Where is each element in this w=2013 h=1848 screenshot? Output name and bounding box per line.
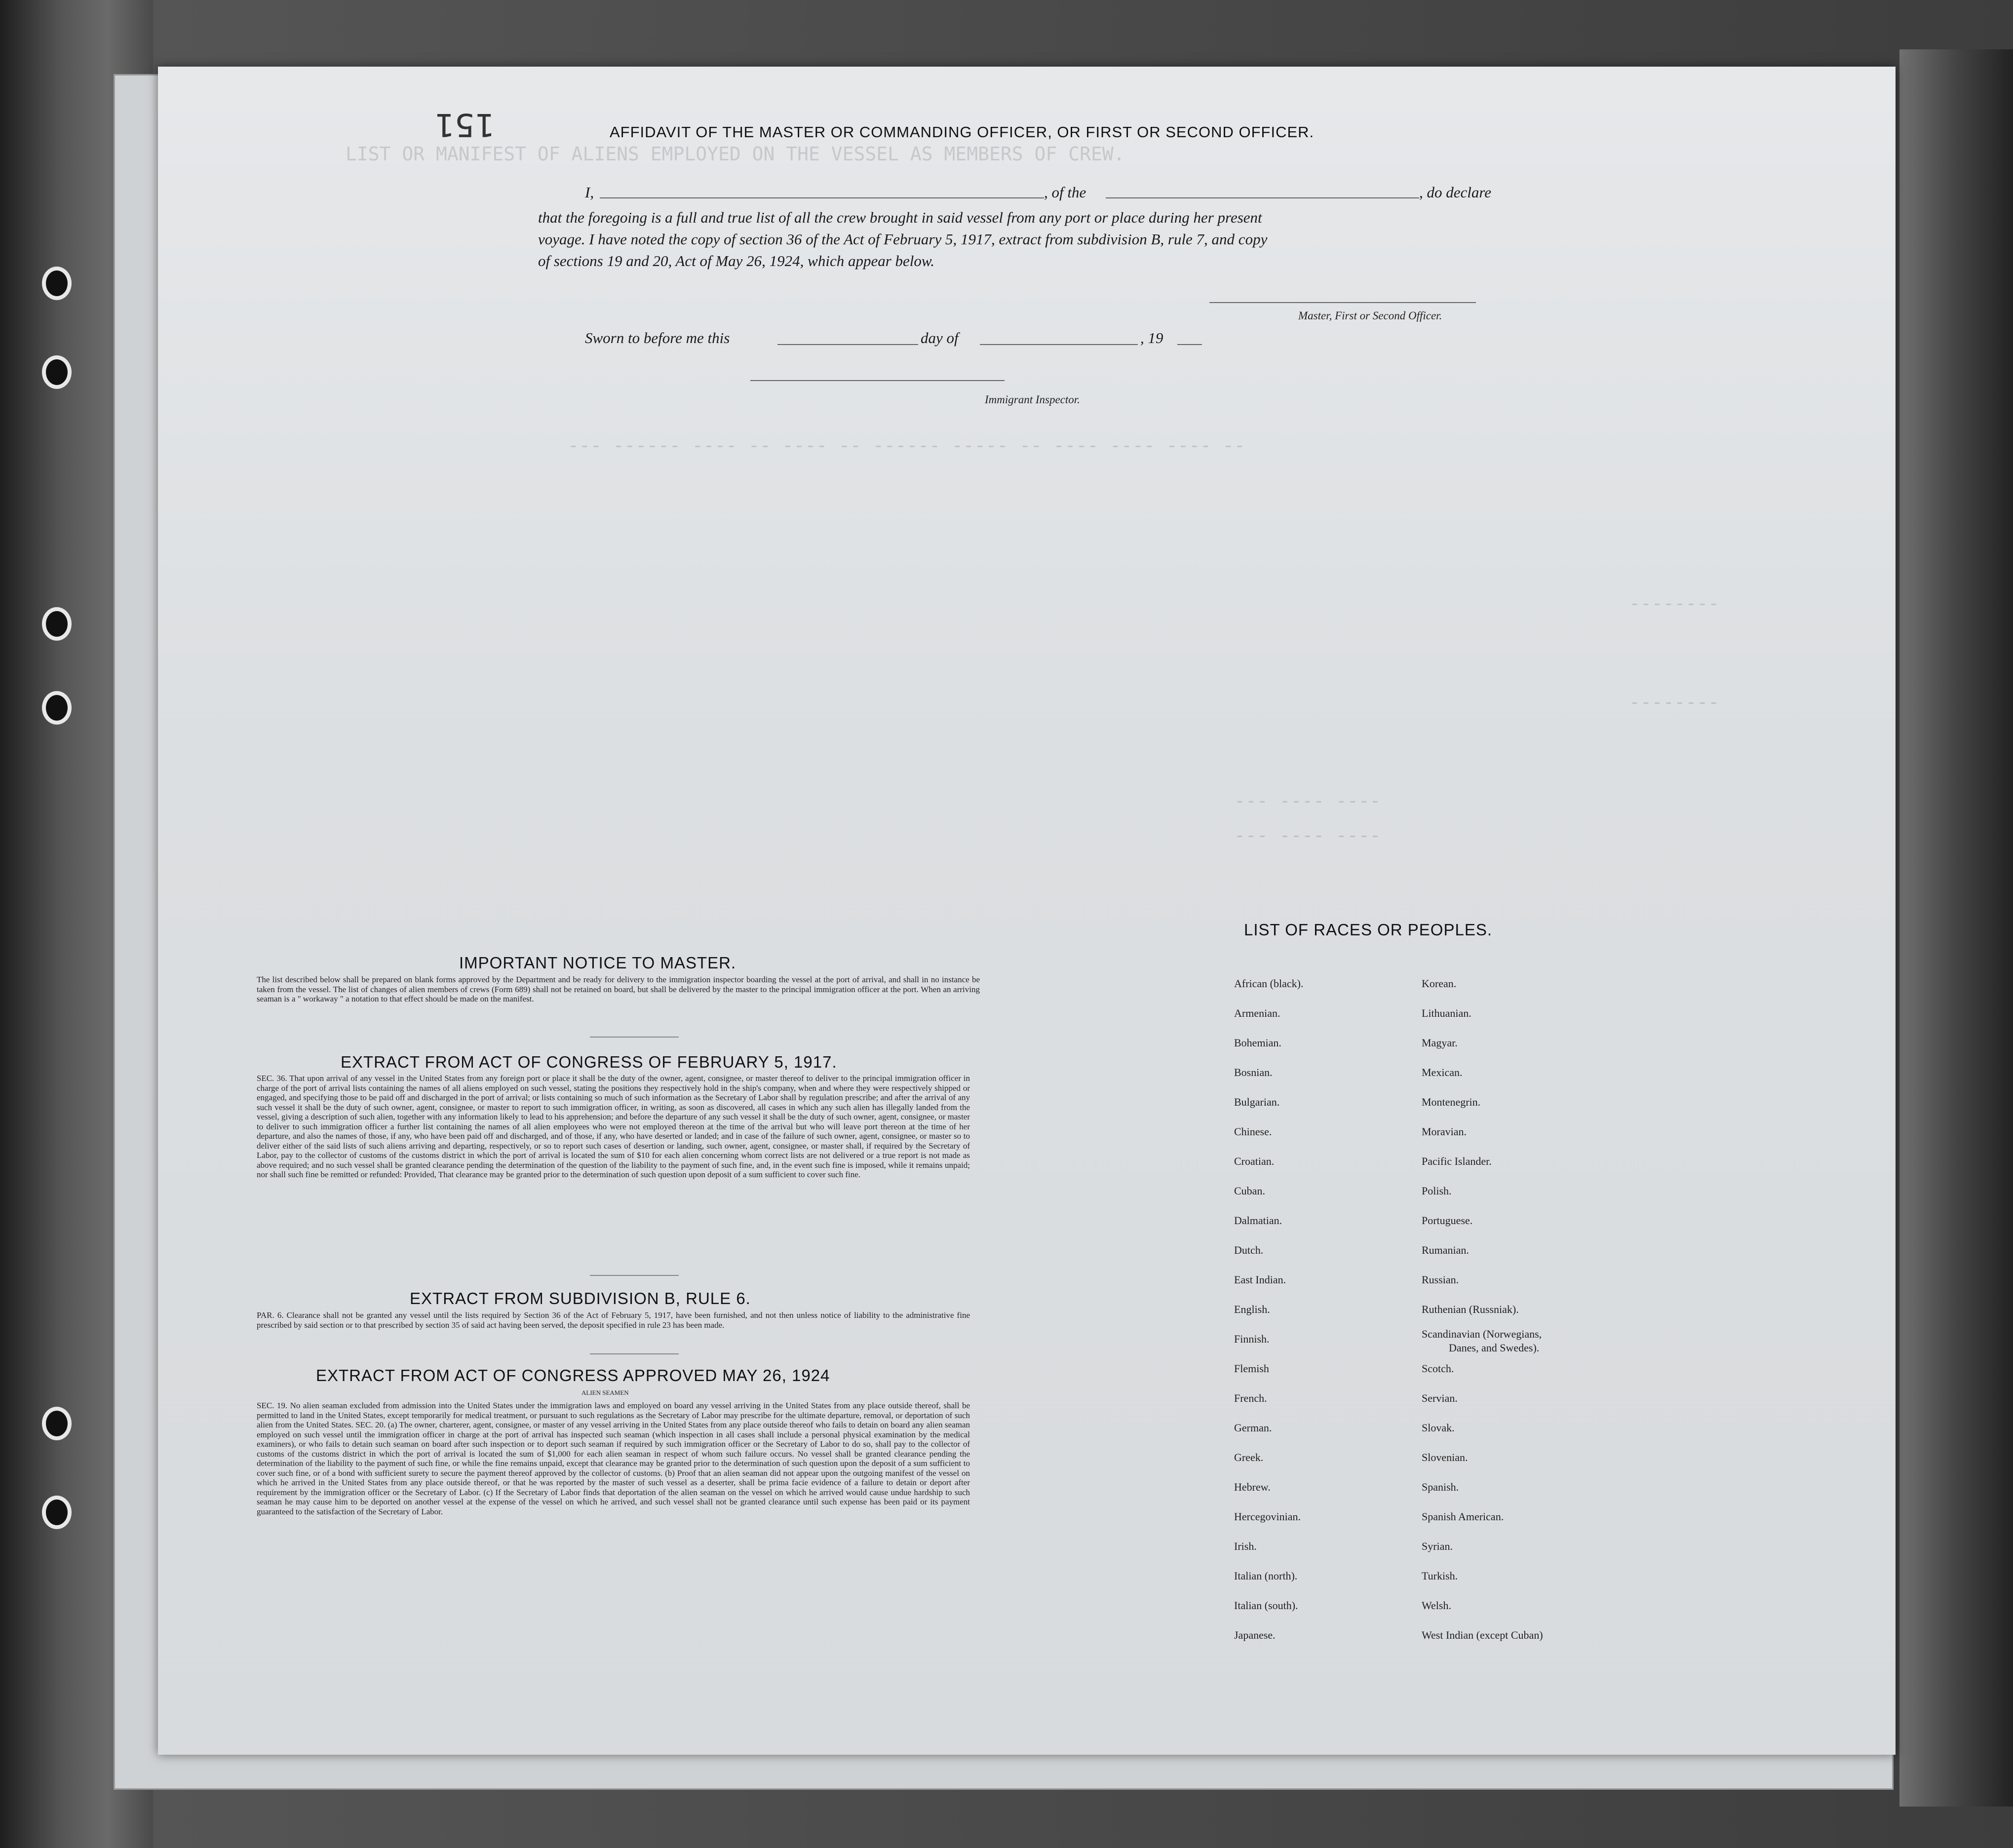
race-item: Pacific Islander.: [1422, 1155, 1492, 1167]
race-item: Montenegrin.: [1422, 1096, 1481, 1108]
race-item: Scotch.: [1422, 1362, 1454, 1375]
race-item-continuation: Danes, and Swedes).: [1449, 1342, 1540, 1354]
race-item: Bohemian.: [1234, 1037, 1281, 1049]
race-item: Japanese.: [1234, 1629, 1276, 1641]
race-item: Armenian.: [1234, 1007, 1280, 1019]
sworn-month-field[interactable]: [980, 344, 1138, 345]
race-item: Dutch.: [1234, 1244, 1264, 1256]
affidavit-line-3: voyage. I have noted the copy of section 36 of the Act of February 5, 1917, extract from subdivision B, rule 7, and copy: [538, 231, 1268, 248]
race-item: French.: [1234, 1392, 1267, 1404]
race-item: Croatian.: [1234, 1155, 1275, 1167]
separator: [590, 1275, 679, 1276]
race-item: Spanish.: [1422, 1481, 1459, 1493]
race-item: Syrian.: [1422, 1540, 1453, 1552]
inspector-label: Immigrant Inspector.: [985, 393, 1080, 406]
race-item: English.: [1234, 1303, 1270, 1315]
race-item: African (black).: [1234, 977, 1304, 990]
extract-1924-title: EXTRACT FROM ACT OF CONGRESS APPROVED MAY 26, 1924: [316, 1366, 830, 1385]
race-item: Scandinavian (Norwegians,: [1422, 1328, 1542, 1340]
race-item: Russian.: [1422, 1273, 1459, 1286]
extract-1917-title: EXTRACT FROM ACT OF CONGRESS OF FEBRUARY 5, 1917.: [341, 1053, 837, 1071]
separator: [590, 1037, 679, 1038]
binder-hole: [42, 1407, 72, 1440]
race-item: Irish.: [1234, 1540, 1257, 1552]
sworn-day-field[interactable]: [777, 344, 918, 345]
affidavit-title: AFFIDAVIT OF THE MASTER OR COMMANDING OFFICER, OR FIRST OR SECOND OFFICER.: [610, 123, 1315, 141]
race-item: Moravian.: [1422, 1125, 1467, 1138]
notice-body: The list described below shall be prepared on blank forms approved by the Department and be ready for delivery to the immigration inspector boarding the vessel at the port of arrival, and shall in no instance be taken from the vessel. The list of changes of alien members of crews (Form 689) shall not be retained on board, but shall be delivered by the master to the principal immigration officer at the port. When an arriving seaman is a " workaway " a notation to that effect should be made on the manifest.: [257, 975, 980, 1003]
vessel-name-field[interactable]: [1106, 197, 1419, 198]
race-item: Magyar.: [1422, 1037, 1458, 1049]
race-item: Hercegovinian.: [1234, 1510, 1301, 1523]
race-item: Bosnian.: [1234, 1066, 1273, 1078]
race-item: Polish.: [1422, 1185, 1452, 1197]
page-number: 151: [434, 106, 495, 143]
race-item: Lithuanian.: [1422, 1007, 1471, 1019]
notice-title: IMPORTANT NOTICE TO MASTER.: [459, 954, 736, 972]
race-item: West Indian (except Cuban): [1422, 1629, 1543, 1641]
extract-1924-subtitle: ALIEN SEAMEN: [581, 1389, 629, 1396]
sworn-label: Sworn to before me this: [585, 329, 730, 346]
race-item: Rumanian.: [1422, 1244, 1469, 1256]
race-item: Bulgarian.: [1234, 1096, 1280, 1108]
day-of-label: day of: [921, 329, 959, 346]
binder-hole: [42, 1496, 72, 1529]
affidavit-line-4: of sections 19 and 20, Act of May 26, 1924, which appear below.: [538, 252, 935, 270]
master-name-field[interactable]: [600, 197, 1044, 198]
race-item: East Indian.: [1234, 1273, 1286, 1286]
affidavit-of-the: , of the: [1044, 184, 1086, 201]
race-item: Portuguese.: [1422, 1214, 1473, 1227]
master-signature-label: Master, First or Second Officer.: [1298, 309, 1442, 322]
race-item: Slovenian.: [1422, 1451, 1468, 1463]
race-item: Greek.: [1234, 1451, 1264, 1463]
race-item: Spanish American.: [1422, 1510, 1504, 1523]
extract-1924-body: SEC. 19. No alien seaman excluded from admission into the United States under the immigration laws and employed on board any vessel arriving in the United States from any place outside thereof, shall be permitted to land in the United States, except temporarily for medical treatment, or pursuant to such regulations as the Secretary of Labor may prescribe for the ultimate departure, removal, or deportation of such alien from the United States. SEC. 20. (a) The owner, charterer, agent, consignee, or master of any vessel arriving in the United States from any place outside thereof who fails to detain on board any alien seaman employed on such vessel until the immigration officer in charge at the port of arrival has inspected such seaman (which inspection in all cases shall include a personal physical examination by the medical examiners), or who fails to detain such seaman on board after such inspection or to deport such seaman if required by such immigration officer or the Secretary of Labor to do so, shall pay to the collector of customs of the customs district in which the port of arrival is located the sum of $1,000 for each alien seaman in respect of whom such failure occurs. No vessel shall be granted clearance pending the determination of the liability to the payment of such fine, or while the fine remains unpaid, except that clearance may be granted prior to the determination of such question upon the deposit of a sum sufficient to cover such fine, or of a bond with sufficient surety to secure the payment thereof approved by the collector of customs. (b) Proof that an alien seaman did not appear upon the outgoing manifest of the vessel on which he arrived in the United States from any place outside thereof, or that he was reported by the master of such vessel as a deserter, shall be prima facie evidence of a failure to detain or deport after requirement by the immigration officer or the Secretary of Labor. (c) If the Secretary of Labor finds that deportation of the alien seaman on the vessel on which he arrived would cause undue hardship to such seaman he may cause him to be deported on another vessel at the expense of the vessel on which he arrived, and such vessel shall not be granted clearance until such expense has been paid or its payment guaranteed to the satisfaction of the Secretary of Labor.: [257, 1401, 970, 1516]
right-edge-shadow: [1899, 49, 2013, 1807]
binder-hole: [42, 607, 72, 641]
race-item: Ruthenian (Russniak).: [1422, 1303, 1519, 1315]
races-title: LIST OF RACES OR PEOPLES.: [1244, 921, 1493, 939]
race-item: Chinese.: [1234, 1125, 1272, 1138]
binder-hole: [42, 691, 72, 725]
race-item: Hebrew.: [1234, 1481, 1271, 1493]
separator: [590, 1353, 679, 1354]
binder-hole: [42, 355, 72, 389]
affidavit-i: I,: [585, 184, 594, 201]
extract-rule6-body: PAR. 6. Clearance shall not be granted any vessel until the lists required by Section 36 of the Act of February 5, 1917, have been furnished, and not then unless notice of liability to the administrative fine prescribed by said section or to that prescribed by section 35 of said act having been served, the deposit specified in rule 23 has been made.: [257, 1310, 970, 1330]
affidavit-line-2: that the foregoing is a full and true list of all the crew brought in said vessel from any port or place during her present: [538, 209, 1262, 226]
race-item: Mexican.: [1422, 1066, 1463, 1078]
race-item: Cuban.: [1234, 1185, 1265, 1197]
affidavit-declare: , do declare: [1419, 184, 1492, 201]
master-signature-field[interactable]: [1209, 302, 1476, 303]
inspector-signature-field[interactable]: [750, 380, 1005, 381]
sworn-year-field[interactable]: [1177, 344, 1202, 345]
race-item: Dalmatian.: [1234, 1214, 1282, 1227]
race-item: Flemish: [1234, 1362, 1269, 1375]
extract-1917-body: SEC. 36. That upon arrival of any vessel in the United States from any foreign port or place it shall be the duty of the owner, agent, consignee, or master thereof to deliver to the principal immigration officer in charge of the port of arrival lists containing the names of all aliens employed on such vessel, stating the positions they respectively hold in the ship's company, when and where they were respectively shipped or engaged, and specifying those to be paid off and discharged in the port of arrival; or lists containing so much of such information as the Secretary of Labor shall by regulation prescribe; and after the arrival of any such vessel it shall be the duty of such owner, agent, consignee, or master to report to such immigration officer, in writing, as soon as discovered, all cases in which any such alien has illegally landed from the vessel, giving a description of such alien, together with any information likely to lead to his apprehension; and before the departure of any such vessel it shall be the duty of such owner, agent, consignee, or master to deliver to such immigration officer a further list containing the names of all alien employees who were not employed thereon at the time of the arrival but who will leave port thereon at the time of her departure, and also the names of those, if any, who have been paid off and discharged, and of those, if any, who have deserted or landed; and in case of the failure of such owner, agent, consignee, or master so to deliver either of the said lists of such aliens arriving and departing, respectively, or so to report such cases of desertion or landing, such owner, agent, consignee, or master shall, if required by the Secretary of Labor, pay to the collector of customs of the customs district in which the port of arrival is located the sum of $10 for each alien concerning whom correct lists are not delivered or a true report is not made as above required; and no such vessel shall be granted clearance pending the determination of the question of the liability to the payment of such fine, and, in the event such fine is imposed, while it remains unpaid; nor shall such fine be remitted or refunded: Provided, That clearance may be granted prior to the determination of such question upon deposit of a sum sufficient to cover such fine.: [257, 1074, 970, 1179]
race-item: Italian (south).: [1234, 1599, 1298, 1612]
race-item: Korean.: [1422, 977, 1457, 990]
extract-rule6-title: EXTRACT FROM SUBDIVISION B, RULE 6.: [410, 1289, 751, 1308]
race-item: Italian (north).: [1234, 1570, 1298, 1582]
race-item: German.: [1234, 1422, 1272, 1434]
race-item: Servian.: [1422, 1392, 1458, 1404]
year-label: , 19: [1140, 329, 1163, 346]
race-item: Slovak.: [1422, 1422, 1455, 1434]
race-item: Finnish.: [1234, 1333, 1270, 1345]
race-item: Turkish.: [1422, 1570, 1458, 1582]
binder-hole: [42, 267, 72, 300]
race-item: Welsh.: [1422, 1599, 1451, 1612]
